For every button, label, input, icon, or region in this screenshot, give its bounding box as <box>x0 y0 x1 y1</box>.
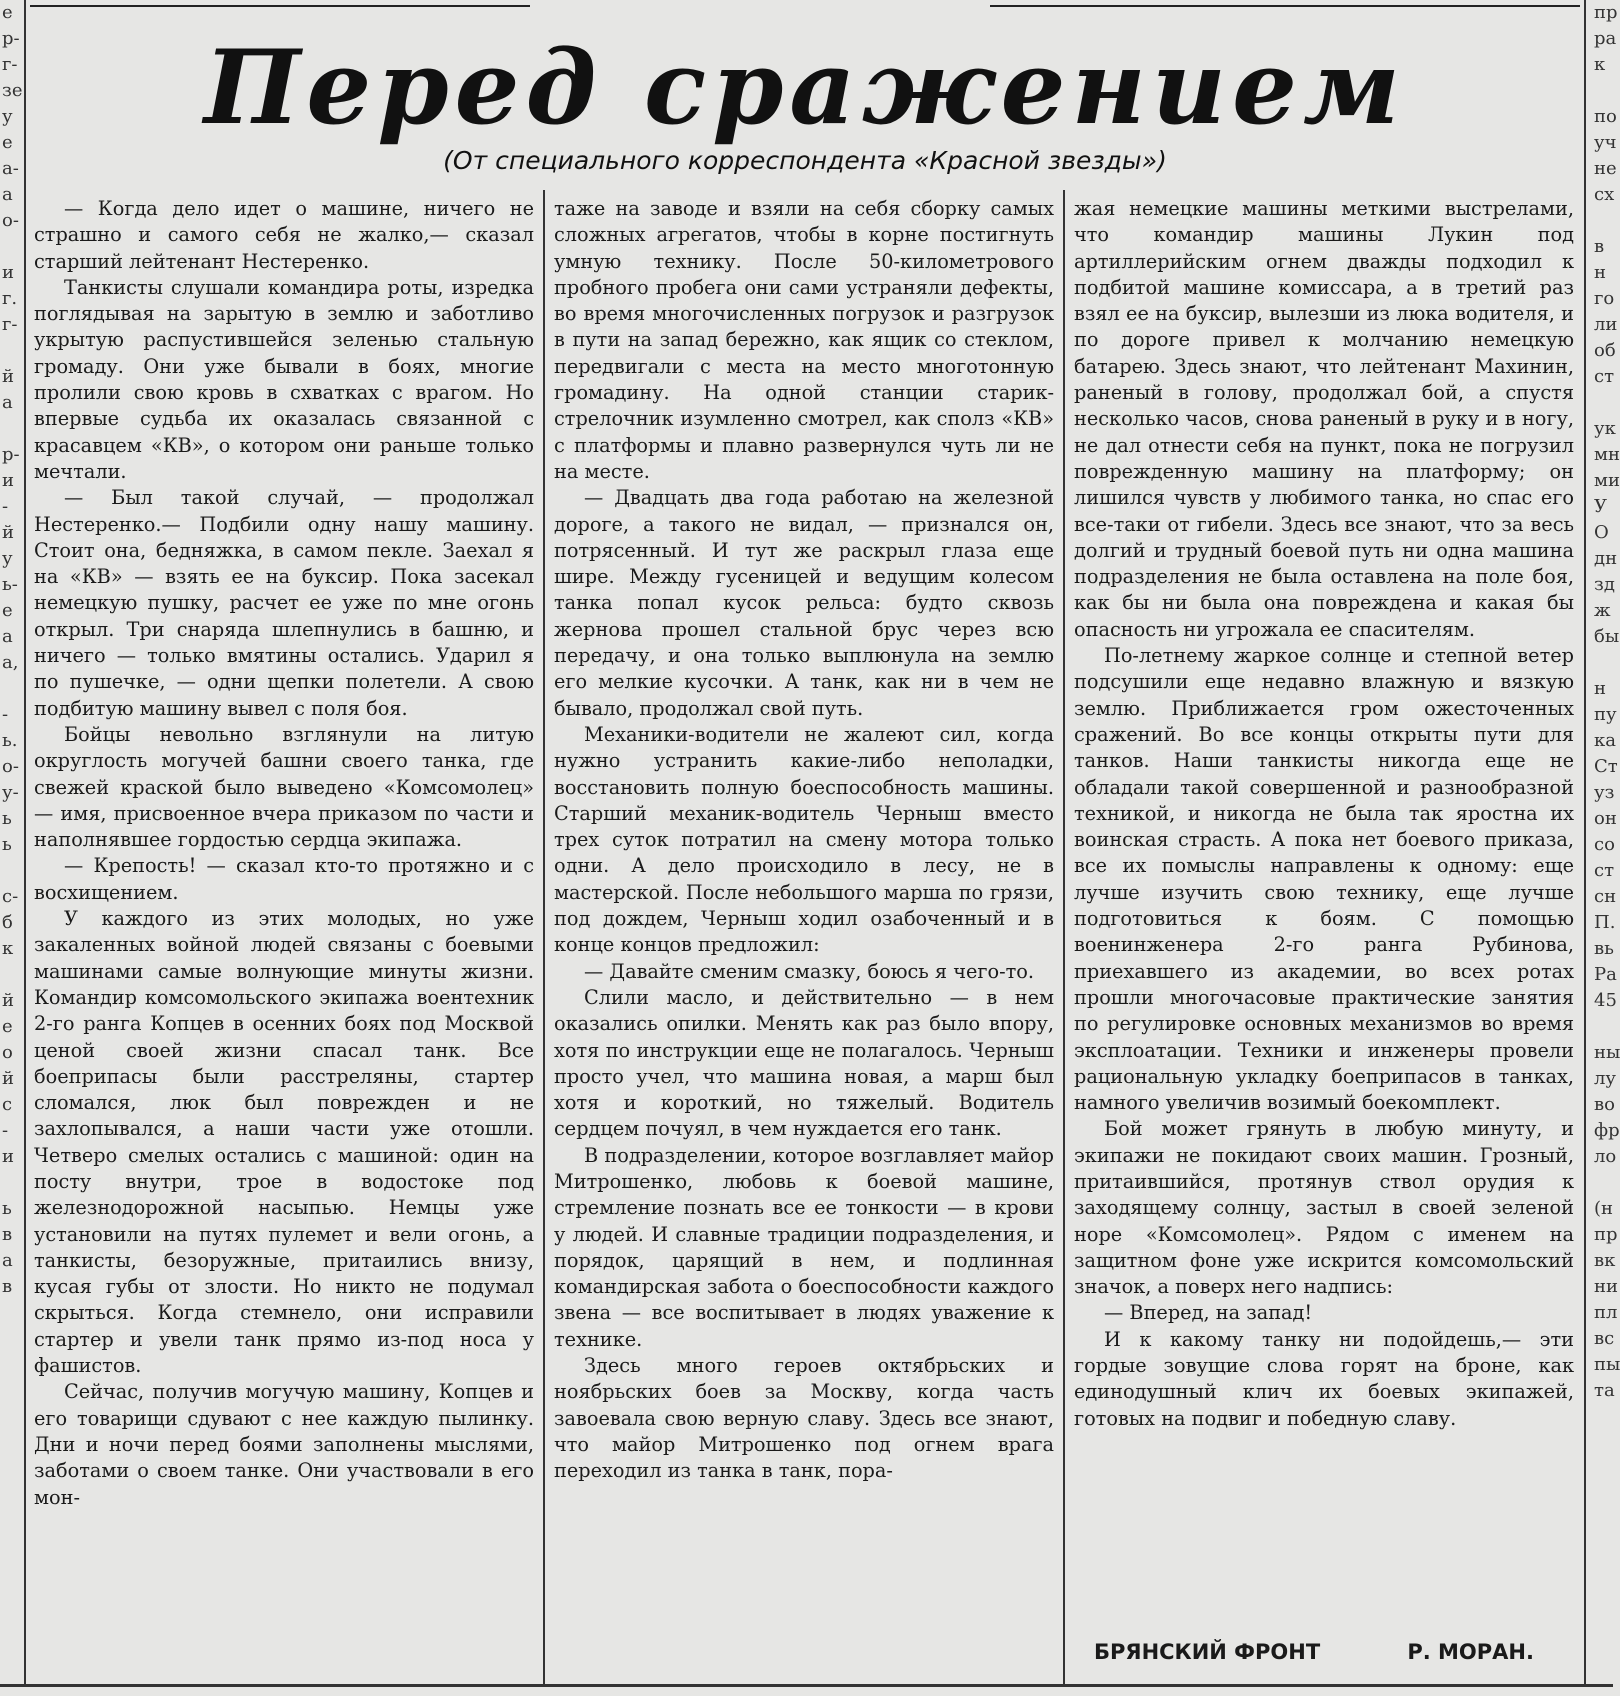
column-divider-2 <box>1063 190 1065 1684</box>
paragraph: — Вперед, на запад! <box>1104 1301 1313 1325</box>
paragraph: Сейчас, получив могучую машину, Копцев и его товарищи сдувают с нее каждую пылинку. Дни и ночи перед боями заполнены мыслями, заботами о своем танке. Они участвовали в его мон- <box>34 1380 534 1509</box>
article-headline: Перед сражением <box>204 28 1406 148</box>
left-neighbor-column-fragments: е р- г- зе у е а- а о- и г. г- й а р- и - й у ь- е а а, - ь. о- у- ь ь с- б к й е о й с - и ь в а в <box>2 2 23 1297</box>
signature-front: БРЯНСКИЙ ФРОНТ <box>1094 1640 1321 1664</box>
paragraph: В подразделении, которое возглавляет майор Митрошенко, любовь к боевой машине, стремление познать все ее тонкости — в крови у людей. И славные традиции подразделения, и порядок, царящий в нем, и подлинная командирская забота о боеспособности каждого звена — все воспитывает в людях уважение к технике. <box>554 1143 1054 1351</box>
paragraph: — Когда дело идет о машине, ничего не страшно и самого себя не жалко,— сказал старший лейтенант Нестеренко. <box>34 197 534 273</box>
right-column-rule <box>1584 0 1586 1684</box>
article-column-3 <box>1074 196 1574 1432</box>
paragraph: — Был такой случай, — продолжал Нестеренко.— Подбили одну нашу машину. Стоит она, бедняжка, в самом пекле. Заехал я на «КВ» — взять ее на буксир. Пока засекал немецкую пушку, расчет ее уже по мне огонь открыл. Три снаряда шлепнулись в башню, и ничего — только вмятины остались. Ударил я по пушечке, — одни щепки полетели. А свою подбитую машину вывел с поля боя. <box>34 486 534 720</box>
paragraph: И к какому танку ни подойдешь,— эти гордые зовущие слова горят на броне, как единодушный клич их боевых экипажей, готовых на подвиг и победную славу. <box>1074 1327 1574 1430</box>
paragraph: — Крепость! — сказал кто-то протяжно и с восхищением. <box>34 854 534 904</box>
paragraph: Слили масло, и действительно — в нем оказались опилки. Менять как раз было впору, хотя по инструкции еще не полагалось. Черныш просто учел, что машина новая, а марш был хотя и короткий, но тяжелый. Водитель сердцем почуял, в чем нуждается его танк. <box>554 985 1054 1141</box>
bottom-rule <box>0 1684 1613 1687</box>
signature-author: Р. МОРАН. <box>1407 1640 1534 1664</box>
paragraph: Здесь много героев октябрьских и ноябрьских боев за Москву, когда часть завоевала свою верную славу. Здесь все знают, что майор Митрошенко под огнем врага переходил из танка в танк, пора- <box>554 1354 1054 1483</box>
paragraph: Танкисты слушали командира роты, изредка поглядывая на зарытую в землю и заботливо укрытую распустившейся зеленью стальную громаду. Они уже бывали в боях, многие пролили свою кровь в схватках с врагом. Но впервые судьба их оказалась связанной с красавцем «КВ», о котором они раньше только мечтали. <box>34 275 534 483</box>
top-rule-right <box>990 5 1580 7</box>
right-neighbor-column-fragments: пр ра к по уч не сх в н го ли об ст ук мн ми У О дн зд ж бы н пу ка Ст уз он со ст сн П. вь Ра 45 ны лу во фр ло (н пр вк ни пл вс пы та <box>1594 2 1620 1401</box>
paragraph: таже на заводе и взяли на себя сборку самых сложных агрегатов, чтобы в корне постигнуть умную технику. После 50-километрового пробного пробега они сами устраняли дефекты, во время многочисленных погрузок и разгрузок в пути на запад бережно, как ящик со стеклом, передвигали с места на место многотонную громадину. На одной станции старик-стрелочник изумленно смотрел, как сполз «КВ» с платформы и плавно развернулся чуть ли не на месте. <box>554 197 1054 483</box>
paragraph: — Двадцать два года работаю на железной дороге, а такого не видал, — признался он, потрясенный. И тут же раскрыл глаза еще шире. Между гусеницей и ведущим колесом танка попал кусок рельса: будто сквозь жернова прошел стальной брус через всю передачу, и она только выплюнула на землю его мелкие кусочки. А танк, как ни в чем не бывало, продолжал свой путь. <box>554 486 1054 720</box>
paragraph: По-летнему жаркое солнце и степной ветер подсушили еще недавно влажную и вязкую землю. Приближается гром ожесточенных сражений. Во все концы открыты пути для танков. Наши танкисты никогда еще не обладали такой совершенной и разнообразной техникой, и никогда не была так яростна их воинская страсть. А пока нет боевого приказа, все их помыслы направлены к одному: еще лучше изучить свою технику, еще лучше подготовиться к боям. С помощью военинженера 2-го ранга Рубинова, приехавшего из академии, во всех ротах прошли многочасовые практические занятия по регулировке основных механизмов во время эксплоатации. Техники и инженеры провели рациональную укладку боеприпасов в танках, намного увеличив возимый боекомплект. <box>1074 644 1574 1115</box>
article-column-1 <box>34 196 534 1511</box>
paragraph: У каждого из этих молодых, но уже закаленных войной людей связаны с боевыми машинами самые волнующие минуты жизни. Командир комсомольского экипажа воентехник 2-го ранга Копцев в осенних боях под Москвой ценой своей жизни спасал танк. Все боеприпасы были расстреляны, стартер сломался, люк был поврежден и не захлопывался, а наши части уже отошли. Четверо смелых остались с машиной: один на посту внутри, трое в водостоке под железнодорожной насыпью. Немцы уже установили на путях пулемет и вели огонь, а танкисты, безоружные, притаились внизу, кусая губы от злости. Но никто не подумал скрыться. Когда стемнело, они исправили стартер и увели танк прямо из-под носа у фашистов. <box>34 907 534 1378</box>
paragraph: — Давайте сменим смазку, боюсь я чего-то. <box>584 959 1034 983</box>
column-divider-1 <box>543 190 545 1684</box>
paragraph: Бойцы невольно взглянули на литую округлость могучей башни своего танка, где свежей краской было выведено «Комсомолец» — имя, присвоенное вчера приказом по части и наполнявшее гордостью сердца экипажа. <box>34 722 534 852</box>
paragraph: Бой может грянуть в любую минуту, и экипажи не покидают своих машин. Грозный, притаившийся, протянув ствол орудия к заходящему солнцу, застыл в своей зеленой норе «Комсомолец». Рядом с именем на защитном фоне уже искрится комсомольский значок, а поверх него надпись: <box>1074 1117 1574 1299</box>
article-column-2 <box>554 196 1054 1485</box>
article-subtitle: (От специального корреспондента «Красной звезды») <box>443 146 1167 175</box>
left-column-rule <box>24 0 26 1684</box>
paragraph: жая немецкие машины меткими выстрелами, что командир машины Лукин под артиллерийским огнем дважды подходил к подбитой машине комиссара, а в третий раз взял ее на буксир, вылезши из люка водителя, и по дороге привел к молчанию немецкую батарею. Здесь знают, что лейтенант Махинин, раненый в голову, продолжал бой, а спустя несколько часов, снова раненый в руку и в ногу, не дал отнести себя на пункт, пока не погрузил поврежденную машину на платформу; он лишился чувств у любимого танка, но спас его все-таки от гибели. Здесь все знают, что за весь долгий и трудный боевой путь ни одна машина подразделения не была оставлена на поле боя, как бы ни была она повреждена и какая бы опасность ни угрожала ее спасителям. <box>1074 197 1574 641</box>
article-signature <box>1094 1640 1534 1668</box>
top-rule-left <box>30 5 530 7</box>
paragraph: Механики-водители не жалеют сил, когда нужно устранить какие-либо неполадки, восстановить полную боеспособность машины. Старший механик-водитель Черныш вместо трех суток потратил на смену мотора только одни. А дело происходило в лесу, не в мастерской. После небольшого марша по грязи, под дождем, Черныш ходил озабоченный и в конце концов предложил: <box>554 722 1054 957</box>
